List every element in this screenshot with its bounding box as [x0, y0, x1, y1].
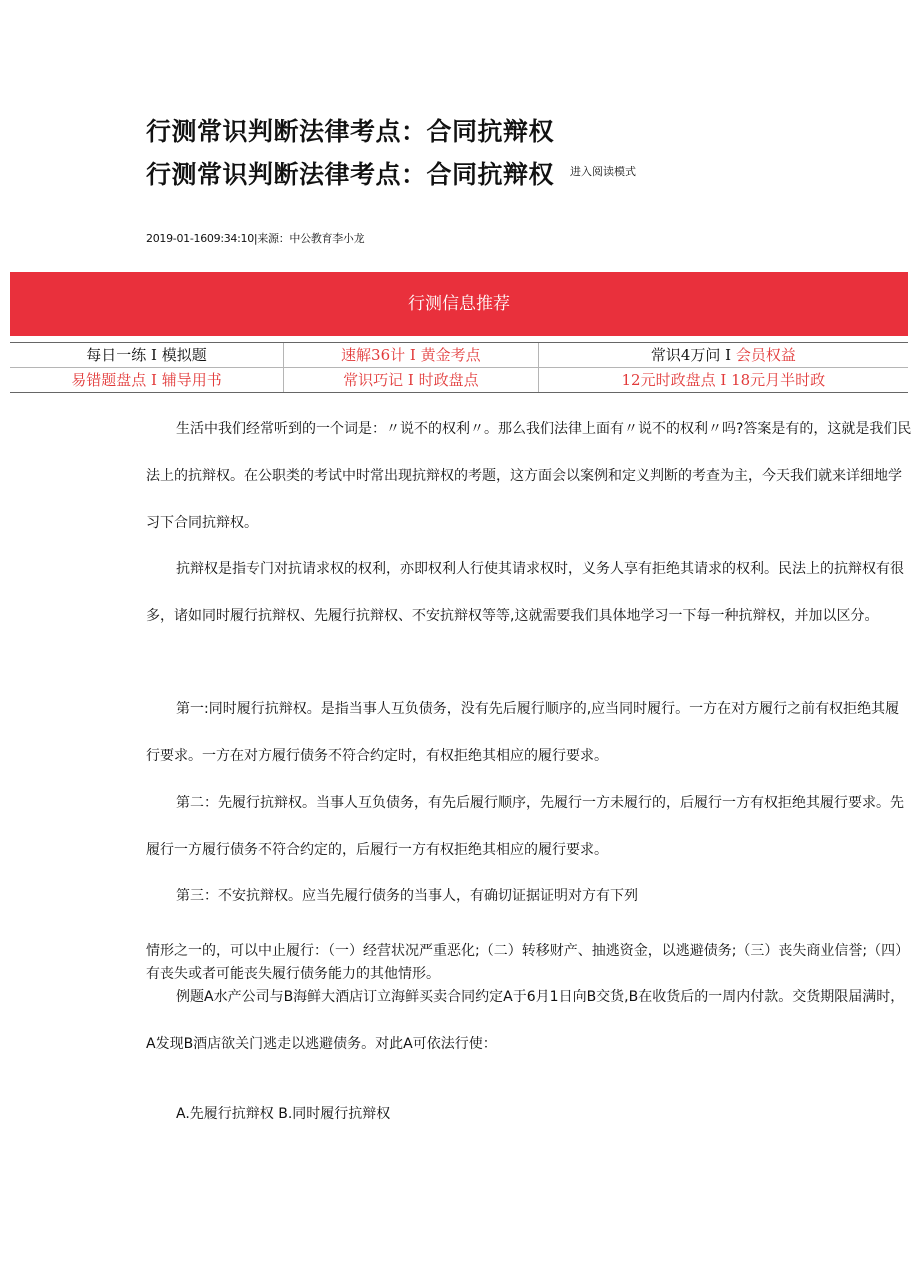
paragraph-insecurity-cases: 情形之一的，可以中止履行：（一）经营状况严重恶化;（二）转移财产、抽逃资金，以逃避债务;（三）丧失商业信誉;（四）有丧失或者可能丧失履行债务能力的其他情形。 [146, 943, 910, 982]
article-title-repeat-text: 行测常识判断法律考点：合同抗辩权 [146, 160, 555, 189]
paragraph-definition: 抗辩权是指专门对抗请求权的权利，亦即权利人行使其请求权时，义务人享有拒绝其请求的权利。民法上的抗辩权有很多，诸如同时履行抗辩权、先履行抗辩权、不安抗辩权等等,这就需要我们具体地学习一下每一种抗辩权，并加以区分。 [146, 561, 904, 624]
paragraph-intro: 生活中我们经常听到的一个词是：〃说不的权利〃。那么我们法律上面有〃说不的权利〃吗?答案是有的，这就是我们民法上的抗辩权。在公职类的考试中时常出现抗辩权的考题，这方面会以案例和定义判断的考查为主，今天我们就来详细地学习下合同抗辩权。 [146, 421, 912, 531]
recommend-separator: I [725, 346, 732, 364]
recommend-link-current-affairs[interactable]: 时政盘点 [418, 371, 479, 389]
article-title: 行测常识判断法律考点：合同抗辩权 [146, 117, 555, 146]
recommend-link-study-books[interactable]: 辅导用书 [161, 371, 222, 389]
recommend-link-18yuan-affairs[interactable]: 18元月半时政 [731, 371, 826, 389]
recommend-link-memory-tips[interactable]: 常识巧记 [343, 371, 404, 389]
recommend-link-golden-points[interactable]: 黄金考点 [420, 346, 481, 364]
recommend-separator: I [407, 371, 414, 389]
paragraph-insecurity: 第三：不安抗辩权。应当先履行债务的当事人，有确切证据证明对方有下列 [176, 888, 638, 904]
recommend-row [10, 343, 908, 368]
recommend-cell [10, 368, 284, 393]
reader-mode-link[interactable]: 进入阅读模式 [570, 165, 637, 178]
paragraph-prior-performance: 第二：先履行抗辩权。当事人互负债务，有先后履行顺序，先履行一方未履行的，后履行一方有权拒绝其履行要求。先履行一方履行债务不符合约定的，后履行一方有权拒绝其相应的履行要求。 [146, 795, 904, 858]
recommend-separator: I [409, 346, 416, 364]
recommend-cell [538, 343, 908, 368]
paragraph-options: A.先履行抗辩权 B.同时履行抗辩权 [176, 1106, 391, 1122]
recommend-cell [538, 368, 908, 393]
recommend-link-member-benefits[interactable]: 会员权益 [735, 346, 796, 364]
recommend-separator: I [151, 371, 157, 389]
paragraph-simultaneous: 第一:同时履行抗辩权。是指当事人互负债务，没有先后履行顺序的,应当同时履行。一方在对方履行之前有权拒绝其履行要求。一方在对方履行债务不符合约定时，有权拒绝其相应的履行要求。 [146, 701, 900, 764]
recommend-cell [10, 343, 284, 368]
recommend-cell [284, 343, 539, 368]
article-title-repeat [146, 157, 636, 190]
recommend-link-36-tricks[interactable]: 速解36计 [341, 346, 406, 364]
recommend-separator: I [720, 371, 727, 389]
recommend-link-daily-practice[interactable]: 每日一练 [86, 346, 147, 364]
recommend-link-mock-exam[interactable]: 模拟题 [161, 346, 207, 364]
recommend-cell [284, 368, 539, 393]
recommend-link-12yuan-affairs[interactable]: 12元时政盘点 [621, 371, 716, 389]
recommend-banner: 行测信息推荐 [10, 272, 908, 336]
recommend-link-40k-questions[interactable]: 常识4万问 [650, 346, 721, 364]
recommend-table [10, 342, 908, 393]
recommend-separator: I [151, 346, 157, 364]
recommend-row [10, 368, 908, 393]
paragraph-example: 例题A水产公司与B海鲜大酒店订立海鲜买卖合同约定A于6月1日向B交货,B在收货后的一周内付款。交货期限届满时，A发现B酒店欲关门逃走以逃避债务。对此A可依法行使： [146, 989, 905, 1052]
recommend-link-error-review[interactable]: 易错题盘点 [71, 371, 147, 389]
article-meta: 2019-01-1609:34:10|来源：中公教育李小龙 [146, 232, 365, 245]
